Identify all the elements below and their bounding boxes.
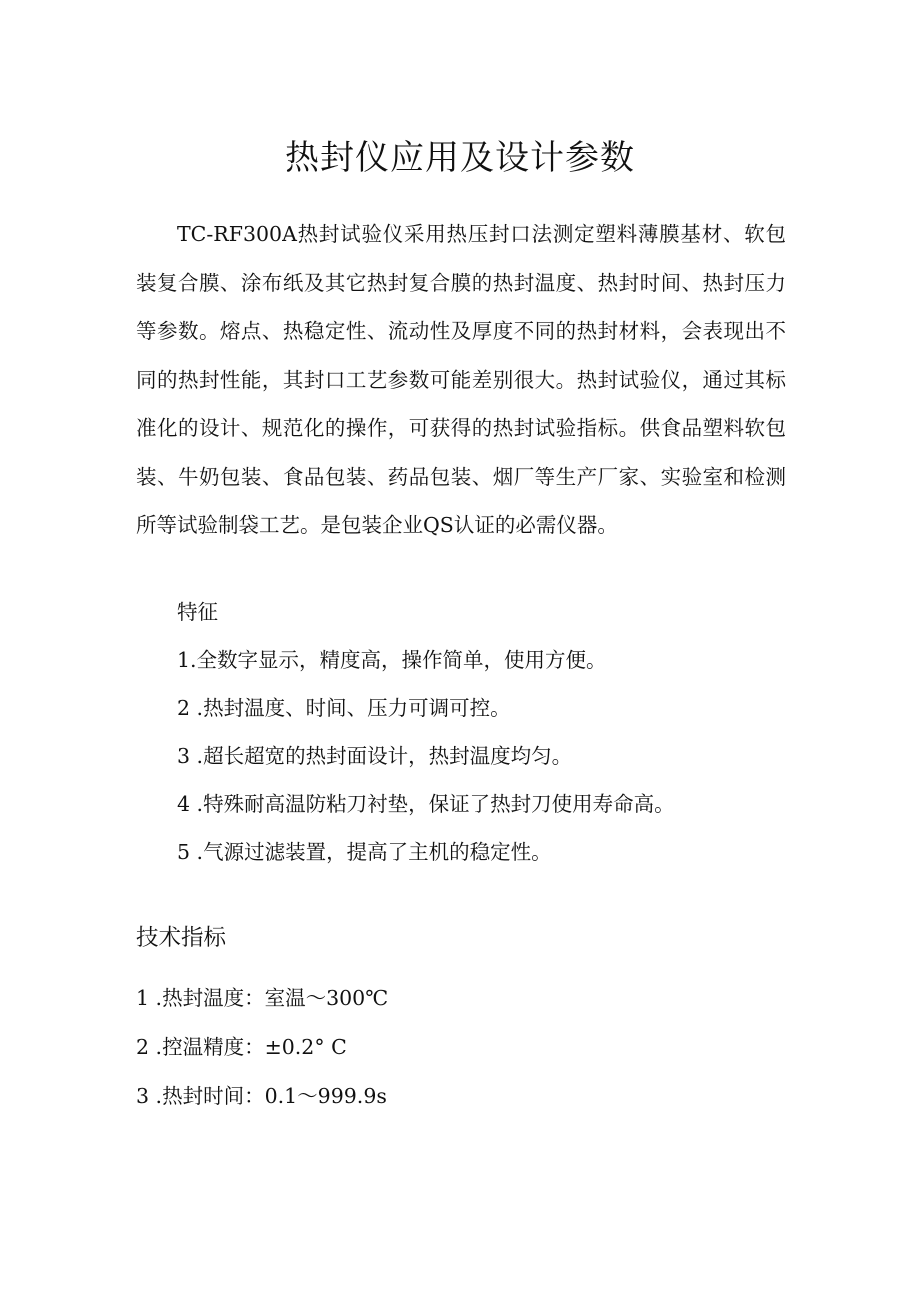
tech-specs-heading: 技术指标 [136,925,227,951]
spec-item: 1 .热封温度：室温～300℃ [136,986,389,1010]
feature-item: 4 .特殊耐高温防粘刀衬垫，保证了热封刀使用寿命高。 [177,792,675,816]
document-title: 热封仪应用及设计参数 [285,138,635,178]
features-heading: 特征 [177,600,218,624]
spec-item: 3 .热封时间：0.1～999.9s [136,1084,387,1108]
feature-item: 5 .气源过滤装置，提高了主机的稳定性。 [177,840,552,864]
intro-paragraph: TC-RF300A热封试验仪采用热压封口法测定塑料薄膜基材、软包装复合膜、涂布纸及其它热封复合膜的热封温度、热封时间、热封压力等参数。熔点、热稳定性、流动性及厚度不同的热封材料，会表现出不同的热封性能，其封口工艺参数可能差别很大。热封试验仪，通过其标准化的设计、规范化的操作，可获得的热封试验指标。供食品塑料软包装、牛奶包装、食品包装、药品包装、烟厂等生产厂家、实验室和检测所等试验制袋工艺。是包装企业QS认证的必需仪器。 [136,222,786,537]
spec-item: 2 .控温精度：±0.2° C [136,1035,347,1059]
features-list [177,642,675,882]
feature-item: 3 .超长超宽的热封面设计，热封温度均匀。 [177,744,573,768]
tech-specs-list [136,980,388,1127]
feature-item: 2 .热封温度、时间、压力可调可控。 [177,696,511,720]
feature-item: 1.全数字显示，精度高，操作简单，使用方便。 [177,648,607,672]
